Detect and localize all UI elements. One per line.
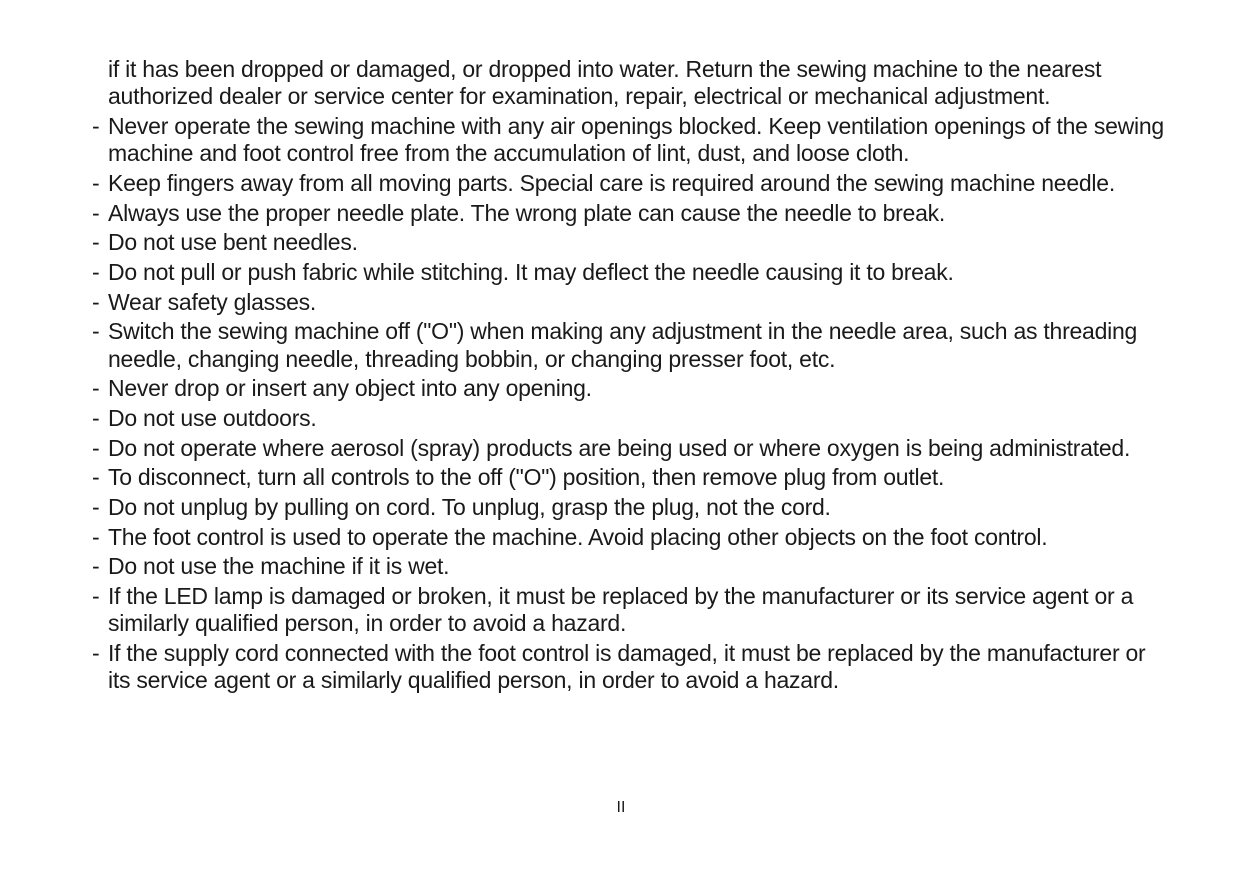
list-item <box>92 464 1164 491</box>
continued-paragraph: if it has been dropped or damaged, or dropped into water. Return the sewing machine to the nearest authorized dealer or service center for examination, repair, electrical or mechanical adjustment. <box>108 56 1102 110</box>
page-number: II <box>616 799 626 816</box>
bullet-dash: - <box>92 318 100 345</box>
list-item <box>92 200 1164 227</box>
bullet-dash: - <box>92 375 100 402</box>
bullet-dash: - <box>92 640 100 667</box>
list-item <box>92 289 1164 316</box>
bullet-dash: - <box>92 553 100 580</box>
bullet-dash: - <box>92 583 100 610</box>
list-item-text: Wear safety glasses. <box>108 288 317 315</box>
list-item-text: Never operate the sewing machine with any air openings blocked. Keep ventilation openings of the sewing machine and foot control free from the accumulation of lint, dust, and loose cloth. <box>108 112 1164 167</box>
list-item <box>92 170 1164 197</box>
bullet-dash: - <box>92 199 100 226</box>
list-item <box>92 318 1164 372</box>
list-item <box>92 229 1164 256</box>
list-item-text: If the supply cord connected with the foot control is damaged, it must be replaced by the manufacturer or its service agent or a similarly qualified person, in order to avoid a hazard. <box>108 640 1146 694</box>
list-item-text: Never drop or insert any object into any opening. <box>108 375 592 402</box>
list-item-text: Do not pull or push fabric while stitching. It may deflect the needle causing it to break. <box>108 258 954 285</box>
bullet-dash: - <box>92 404 100 431</box>
bullet-dash: - <box>92 112 100 139</box>
bullet-dash: - <box>92 258 100 285</box>
bullet-dash: - <box>92 434 100 461</box>
bullet-dash: - <box>92 169 100 196</box>
list-item-text: If the LED lamp is damaged or broken, it must be replaced by the manufacturer or its service agent or a similarly qualified person, in order to avoid a hazard. <box>108 583 1134 637</box>
list-item-text: Do not use outdoors. <box>108 404 317 431</box>
list-item-text: Always use the proper needle plate. The wrong plate can cause the needle to break. <box>108 199 946 226</box>
list-item <box>92 259 1164 286</box>
list-item <box>92 553 1164 580</box>
list-item <box>92 494 1164 521</box>
bullet-dash: - <box>92 494 100 521</box>
list-item <box>92 524 1164 551</box>
list-item <box>92 375 1164 402</box>
list-item-text: The foot control is used to operate the machine. Avoid placing other objects on the foot control. <box>108 523 1048 550</box>
list-item <box>92 640 1164 694</box>
bullet-dash: - <box>92 288 100 315</box>
list-item-text: To disconnect, turn all controls to the off ("O") position, then remove plug from outlet. <box>108 464 945 491</box>
list-item <box>92 405 1164 432</box>
bullet-dash: - <box>92 229 100 256</box>
list-item-text: Do not operate where aerosol (spray) products are being used or where oxygen is being administrated. <box>108 434 1131 461</box>
list-item-text: Do not use bent needles. <box>108 229 358 256</box>
list-item-text: Keep fingers away from all moving parts. Special care is required around the sewing machine needle. <box>108 169 1115 196</box>
list-item-text: Do not use the machine if it is wet. <box>108 553 450 580</box>
list-item-text: Switch the sewing machine off ("O") when making any adjustment in the needle area, such as threading needle, changing needle, threading bobbin, or changing presser foot, etc. <box>108 318 1138 372</box>
list-item-text: Do not unplug by pulling on cord. To unplug, grasp the plug, not the cord. <box>108 494 831 521</box>
list-item <box>92 583 1164 637</box>
list-item <box>92 435 1164 462</box>
bullet-dash: - <box>92 464 100 491</box>
safety-instructions <box>92 56 1164 697</box>
bullet-dash: - <box>92 523 100 550</box>
list-item <box>92 113 1164 167</box>
